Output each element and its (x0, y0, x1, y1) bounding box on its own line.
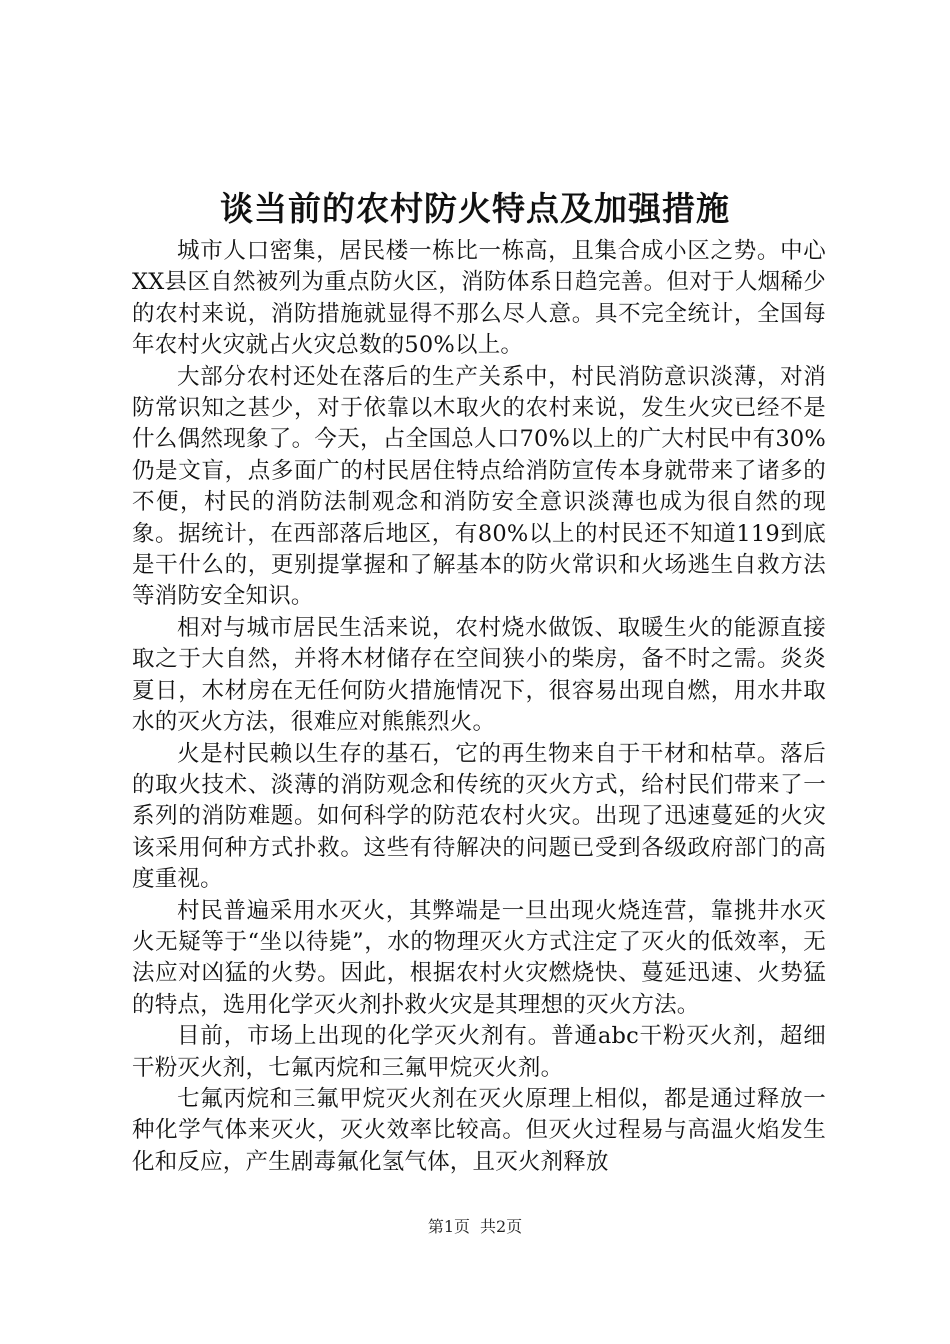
document-title: 谈当前的农村防火特点及加强措施 (220, 189, 730, 228)
paragraph-5: 村民普遍采用水灭火，其弊端是一旦出现火烧连营，靠挑井水灭火无疑等于“坐以待毙”，水的物理灭火方式注定了灭火的低效率，无法应对凶猛的火势。因此，根据农村火灾燃烧快、蔓延迅速、火势猛的特点，选用化学灭火剂扑救火灾是其理想的灭火方法。 (132, 897, 826, 1018)
paragraph-7: 七氟丙烷和三氟甲烷灭火剂在灭火原理上相似，都是通过释放一种化学气体来灭火，灭火效率比较高。但灭火过程易与高温火焰发生化和反应，产生剧毒氟化氢气体，且灭火剂释放 (132, 1085, 826, 1175)
document-body (132, 236, 826, 1178)
page-total: 共2页 (480, 1217, 523, 1236)
paragraph-1: 城市人口密集，居民楼一栋比一栋高，且集合成小区之势。中心XX县区自然被列为重点防火区，消防体系日趋完善。但对于人烟稀少的农村来说，消防措施就显得不那么尽人意。具不完全统计，全国每年农村火灾就占火灾总数的50%以上。 (132, 238, 826, 359)
paragraph-4: 火是村民赖以生存的基石，它的再生物来自于干材和枯草。落后的取火技术、淡薄的消防观念和传统的灭火方式，给村民们带来了一系列的消防难题。如何科学的防范农村火灾。出现了迅速蔓延的火灾该采用何种方式扑救。这些有待解决的问题已受到各级政府部门的高度重视。 (132, 740, 826, 893)
page-footer (0, 1216, 950, 1238)
page-number: 第1页 (427, 1217, 470, 1236)
paragraph-3: 相对与城市居民生活来说，农村烧水做饭、取暖生火的能源直接取之于大自然，并将木材储存在空间狭小的柴房，备不时之需。炎炎夏日，木材房在无任何防火措施情况下，很容易出现自燃，用水井取水的灭火方法，很难应对熊熊烈火。 (132, 614, 826, 736)
paragraph-2: 大部分农村还处在落后的生产关系中，村民消防意识淡薄，对消防常识知之甚少，对于依靠以木取火的农村来说，发生火灾已经不是什么偶然现象了。今天，占全国总人口70%以上的广大村民中有30%仍是文盲，点多面广的村民居住特点给消防宣传本身就带来了诸多的不便，村民的消防法制观念和消防安全意识淡薄也成为很自然的现象。据统计，在西部落后地区，有80%以上的村民还不知道119到底是干什么的，更别提掌握和了解基本的防火常识和火场逃生自救方法等消防安全知识。 (132, 363, 826, 610)
paragraph-6: 目前，市场上出现的化学灭火剂有。普通abc干粉灭火剂，超细干粉灭火剂，七氟丙烷和三氟甲烷灭火剂。 (132, 1023, 826, 1081)
